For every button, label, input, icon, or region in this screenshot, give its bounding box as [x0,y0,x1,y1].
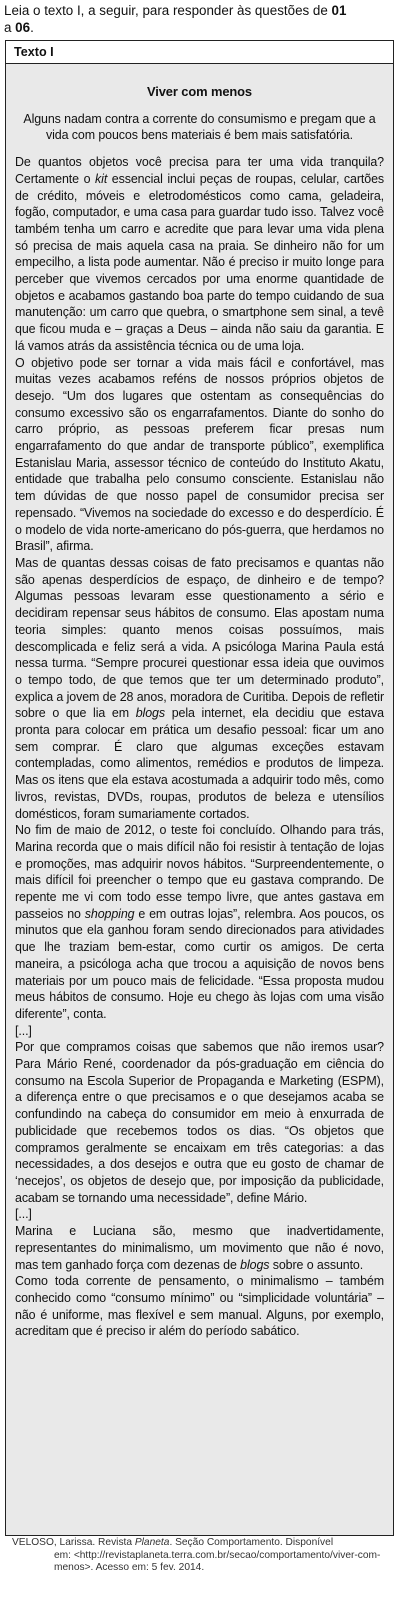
italic-term: blogs [135,706,165,721]
magazine-name: Planeta [134,1537,170,1548]
question-end-number: 06 [15,20,31,35]
paragraph-text: No fim de maio de 2012, o teste foi concluído. Olhando para trás, Marina recorda que o mais difícil não foi resistir à tentação de lojas e promoções, mas adquirir novos hábitos. “Surpreendentemente, o mais difícil foi preencher o tempo que eu gastava comprando. De repente me vi com todo esse tempo livre, que antes gastava em passeios no [15,823,384,921]
citation-text: VELOSO, Larissa. Revista [12,1537,135,1548]
paragraph-text: Marina e Luciana são, mesmo que inadvertidamente, representantes do minimalismo, um movimento que não é novo, mas tem ganhado força com dezenas de [15,1224,384,1272]
text-box [5,40,394,1536]
instruction-text [4,2,400,36]
paragraph-2: O objetivo pode ser tornar a vida mais fácil e confortável, mas muitas vezes acabamos reféns de nossos próprios objetos de desejo. “Um dos lugares que ostentam as consequências do consumo excessivo são os engarrafamentos. Diante do sonho do carro próprio, as pessoas preferem ficar presas num engarrafamento do que andar de transporte público”, exemplifica Estanislau Maria, assessor técnico de conteúdo do Instituto Akatu, entidade que trabalha pelo consumo consciente. Estanislau não tem dúvidas de que nosso papel de consumidor precisa ser repensado. “Vivemos na sociedade do excesso e do desperdício. É o modelo de vida norte-americano do pós-guerra, que herdamos no Brasil”, afirma. [15,355,384,554]
italic-term: blogs [240,1257,270,1272]
citation-url: em: <http://revistaplaneta.terra.com.br/secao/comportamento/viver-com-menos>. Acesso em: 5 fev. 2014. [54,1549,381,1574]
paragraph-text: e em outras lojas”, relembra. Aos poucos, os minutos que ela ganhou foram sendo direcionados para atividades que lhe traziam bem-estar, como curtir os amigos. De certa maneira, a psicóloga acha que trocou a aquisição de novos bens materiais por um pouco mais de felicidade. “Essa proposta mudou meus hábitos de consumo. Hoje eu chego às lojas com uma visão diferente”, conta. [15,906,384,1021]
paragraph-text: Mas de quantas dessas coisas de fato precisamos e quantas não são apenas desperdícios de espaço, de dinheiro e de tempo? Algumas pessoas levaram esse questionamento a sério e decidiram repensar seus hábitos de consumo. Elas apostam numa teoria simples: quanto menos coisas possuímos, mais descomplicada e feliz será a vida. A psicóloga Marina Paula está nessa turma. “Sempre procurei questionar essa ideia que ouvimos o tempo todo, de que temos que ter um determinado produto”, explica a jovem de 28 anos, moradora de Curitiba. Depois de refletir sobre o que lia em [15,555,384,721]
paragraph-text: sobre o assunto. [269,1257,364,1272]
paragraph-text: essencial inclui peças de roupas, celular, cartões de crédito, móveis e eletrodomésticos como cama, geladeira, fogão, computador, e uma casa para guardar tudo isso. Talvez você também tenha um carro e acredite que para levar uma vida plena só precisa de mais aquela casa na praia. Se dinheiro não for um empecilho, a lista pode aumentar. Não é preciso ir muito longe para perceber que vivemos cercados por uma enorme quantidade de objetos e acabamos gastando boa parte do tempo cuidando de sua manutenção: um carro que quebra, o smartphone sem sinal, a tevê que ficou muda e – graças a Deus – ainda não saiu da garantia. E lá vamos atrás da assistência técnica ou de uma loja. [15,171,385,353]
paragraph-1 [15,154,384,354]
article-lead: Alguns nadam contra a corrente do consumismo e pregam que a vida com poucos bens materiais é bem mais satisfatória. [23,111,376,143]
question-start-number: 01 [331,3,347,18]
italic-term: shopping [84,906,135,921]
ellipsis-marker: [...] [15,1023,32,1038]
instruction-part: Leia o texto I, a seguir, para responder às questões de [4,3,332,18]
text-box-header: Texto I [6,41,393,64]
ellipsis-marker: [...] [15,1207,32,1222]
instruction-period: . [30,20,34,35]
article-title: Viver com menos [146,84,253,99]
paragraph-text: De quantos objetos você precisa para ter uma vida tranquila? Certamente o [15,155,384,186]
italic-term: kit [95,171,108,186]
article-body [6,64,393,1535]
citation-text: . Seção Comportamento. Disponível [169,1537,334,1548]
source-citation [12,1537,396,1575]
paragraph-3 [15,555,384,822]
paragraph-6 [15,1223,384,1273]
paragraph-4 [15,822,384,1022]
paragraph-5: Por que compramos coisas que sabemos que não iremos usar? Para Mário René, coordenador da pós-graduação em ciência do consumo na Escola Superior de Propaganda e Marketing (ESPM), a diferença entre o que precisamos e o que desejamos acaba se confundindo na cabeça do consumidor em meio à enxurrada de publicidade que recebemos todos os dias. “Os objetos que compramos geralmente se encaixam em três categorias: a das necessidades, a dos desejos e outra que eu gosto de chamar de ‘necejos’, os objetos de desejo que, por imposição da publicidade, acabam se tornando uma necessidade”, define Mário. [15,1040,384,1205]
instruction-part: a [4,20,16,35]
paragraph-7: Como toda corrente de pensamento, o minimalismo – também conhecido como “consumo mínimo” ou “simplicidade voluntária” – não é uniforme, mas flexível e sem manual. Alguns, por exemplo, acreditam que é preciso ir além do período sabático. [15,1274,384,1339]
paragraph-text: pela internet, ela decidiu que estava pronta para colocar em prática um desafio pessoal: ficar um ano sem comprar. É claro que algumas exceções estavam contempladas, como alimentos, remédios e produtos de limpeza. Mas os itens que ela estava acostumada a adquirir todo mês, como livros, revistas, DVDs, roupas, produtos de beleza e utensílios domésticos, foram sumariamente cortados. [15,706,384,821]
